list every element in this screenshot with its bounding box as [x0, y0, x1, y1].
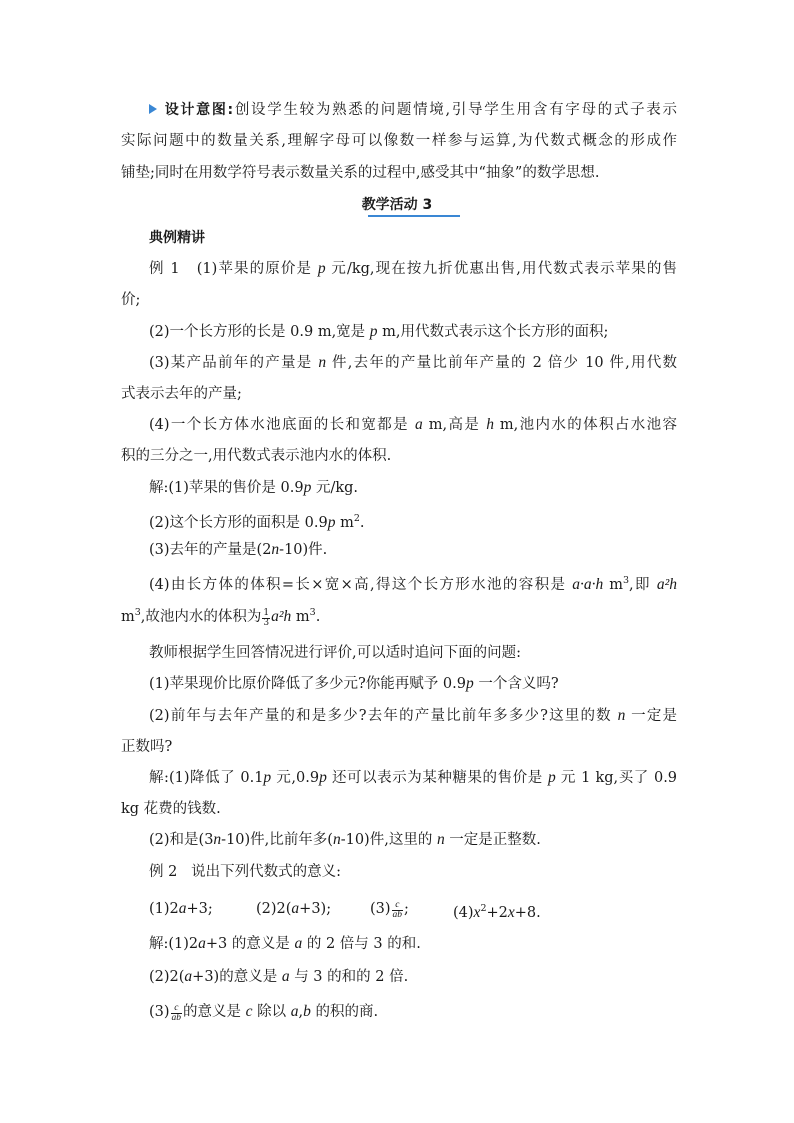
example-1-q1: 例 1 (1)苹果的原价是 p 元/kg,现在按九折优惠出售,用代数式表示苹果的售 [149, 260, 678, 277]
solution-1-a3: (3)去年的产量是(2n-10)件. [149, 541, 328, 558]
teacher-followup-1: (1)苹果现价比原价降低了多少元?你能再赋予 0.9p 一个含义吗? [149, 675, 559, 692]
solution-1-a1: 解:(1)苹果的售价是 0.9p 元/kg. [149, 479, 359, 496]
section-title: 典例精讲 [149, 230, 205, 246]
fraction-c-over-ab: $\frac{c}{ab}$ [392, 900, 403, 920]
example-1-q1-cont: 价; [121, 292, 141, 308]
example-1-q4-cont: 积的三分之一,用代数式表示池内水的体积. [121, 448, 392, 464]
example-1-q2: (2)一个长方形的长是 0.9 m,宽是 p m,用代数式表示这个长方形的面积; [149, 323, 609, 340]
solution-3-a2: (2)2(a+3)的意义是 a 与 3 的和的 2 倍. [149, 968, 409, 985]
solution-2-a2: (2)和是(3n-10)件,比前年多(n-10)件,这里的 n 一定是正整数. [149, 831, 541, 848]
fraction-c-over-ab: $\frac{c}{ab}$ [171, 1003, 182, 1023]
heading-underline [368, 215, 460, 217]
design-intent-line-1: 设计意图:创设学生较为熟悉的问题情境,引导学生用含有字母的式子表示 [149, 100, 677, 120]
solution-1-a4-cont: $m^3$,故池内水的体积为 $\frac{1}{3}$ a²h $m^3$. [121, 607, 321, 628]
example-1-q3: (3)某产品前年的产量是 n 件,去年的产量比前年产量的 2 倍少 10 件,用代数 [149, 354, 677, 371]
solution-1-a2: (2)这个长方形的面积是 0.9p $m^2$. [149, 513, 365, 531]
fraction-one-third: $\frac{1}{3}$ [263, 608, 270, 628]
example-1-q3-cont: 式表示去年的产量; [121, 386, 242, 402]
expr-4: $(4)x^2+2x+8$. [453, 903, 541, 921]
expr-2: (2)2(a+3); [256, 900, 332, 917]
solution-2-a1: 解:(1)降低了 0.1p 元,0.9p 还可以表示为某种糖果的售价是 p 元 1 kg,买了 0.9 [149, 769, 678, 786]
solution-3-a3: (3) $\frac{c}{ab}$ 的意义是 c 除以 a,b 的积的商. [149, 1003, 379, 1023]
design-intent-line-3: 铺垫;同时在用数学符号表示数量关系的过程中,感受其中“抽象”的数学思想. [121, 165, 600, 181]
example-2-expressions [149, 899, 677, 923]
teacher-followup-2: (2)前年与去年产量的和是多少?去年的产量比前年多多少?这里的数 n 一定是 [149, 707, 678, 724]
teacher-intro: 教师根据学生回答情况进行评价,可以适时追问下面的问题: [149, 645, 521, 661]
solution-1-a4: (4)由长方体的体积=长×宽×高,得这个长方形水池的容积是 a·a·h $m^3$,即 a²h [149, 575, 677, 593]
expr-1: (1)2a+3; [149, 900, 213, 917]
design-intent-line-2: 实际问题中的数量关系,理解字母可以像数一样参与运算,为代数式概念的形成作 [121, 133, 677, 149]
teacher-followup-2-cont: 正数吗? [121, 739, 173, 755]
design-intent-label: 设计意图: [163, 102, 234, 118]
expr-3: (3) $\frac{c}{ab}$ ; [370, 900, 409, 920]
solution-3-a1: 解:(1)2a+3 的意义是 a 的 2 倍与 3 的和. [149, 935, 421, 952]
example-1-q4: (4)一个长方体水池底面的长和宽都是 a m,高是 h m,池内水的体积占水池容 [149, 416, 678, 433]
activity-heading: 教学活动 3 [361, 197, 433, 213]
example-2: 例 2 说出下列代数式的意义: [149, 864, 342, 880]
triangle-bullet-icon [149, 104, 157, 114]
solution-2-a1-cont: kg 花费的钱数. [121, 801, 221, 817]
